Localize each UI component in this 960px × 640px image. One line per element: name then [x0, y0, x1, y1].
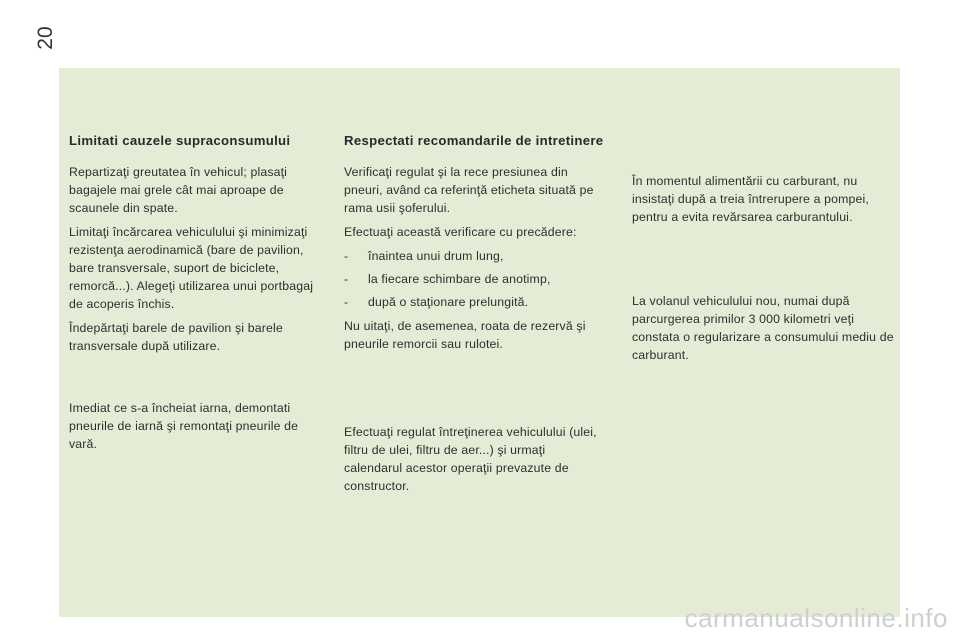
- page-number: 20: [34, 26, 57, 50]
- list-item: - la fiecare schimbare de anotimp,: [344, 272, 551, 286]
- spacer: [632, 232, 894, 292]
- column-refuelling-tips: [632, 172, 894, 370]
- spacer: [69, 361, 319, 399]
- paragraph-spare-wheel: Nu uitaţi, de asemenea, roata de rezervă şi pneurile remorcii sau rulotei.: [344, 319, 586, 351]
- heading-maintenance-recommendations: Respectati recomandarile de intretinere: [344, 133, 604, 148]
- paragraph-winter-tyres: Imediat ce s-a încheiat iarna, demontati pneurile de iarnă şi remontaţi pneurile de vară.: [69, 401, 299, 451]
- check-when-list: [344, 247, 604, 311]
- heading-limit-overconsumption: Limitati cauzele supraconsumului: [69, 133, 291, 148]
- paragraph-new-vehicle-consumption: La volanul vehiculului nou, numai după parcurgerea primilor 3 000 kilometri veţi constata o regularizare a consumului mediu de carburant.: [632, 294, 894, 362]
- paragraph-weight-distribution: Repartizaţi greutatea în vehicul; plasaţi bagajele mai grele cât mai aproape de scaunele din spate.: [69, 165, 288, 215]
- list-item: - înaintea unui drum lung,: [344, 249, 504, 263]
- watermark: carmanualsonline.info: [684, 603, 948, 633]
- column-fuel-overconsumption: [69, 132, 319, 459]
- list-item: - după o staţionare prelungită.: [344, 295, 529, 309]
- paragraph-remove-roof-bars: Îndepărtaţi barele de pavilion şi barele transversale după utilizare.: [69, 321, 283, 353]
- content-panel: [59, 68, 900, 617]
- paragraph-regular-servicing: Efectuaţi regulat întreţinerea vehiculului (ulei, filtru de ulei, filtru de aer...) şi urmaţi calendarul acestor operaţii prevazute de constructor.: [344, 425, 597, 493]
- paragraph-load-aerodynamics: Limitaţi încărcarea vehiculului şi minimizaţi rezistenţa aerodinamică (bare de pavilion, bare transversale, suport de biciclete, remorcă...). Alegeţi utilizarea unui portbagaj de acoperis închis.: [69, 225, 314, 311]
- spacer: [344, 359, 604, 423]
- paragraph-tyre-pressure: Verificaţi regulat şi la rece presiunea din pneuri, având ca referinţă eticheta situată pe rama usii şoferului.: [344, 165, 594, 215]
- paragraph-check-when: Efectuaţi această verificare cu precădere:: [344, 225, 577, 239]
- column-maintenance: [344, 132, 604, 501]
- paragraph-refuelling: În momentul alimentării cu carburant, nu insistaţi după a treia întrerupere a pompei, pentru a evita revărsarea carburantului.: [632, 174, 869, 224]
